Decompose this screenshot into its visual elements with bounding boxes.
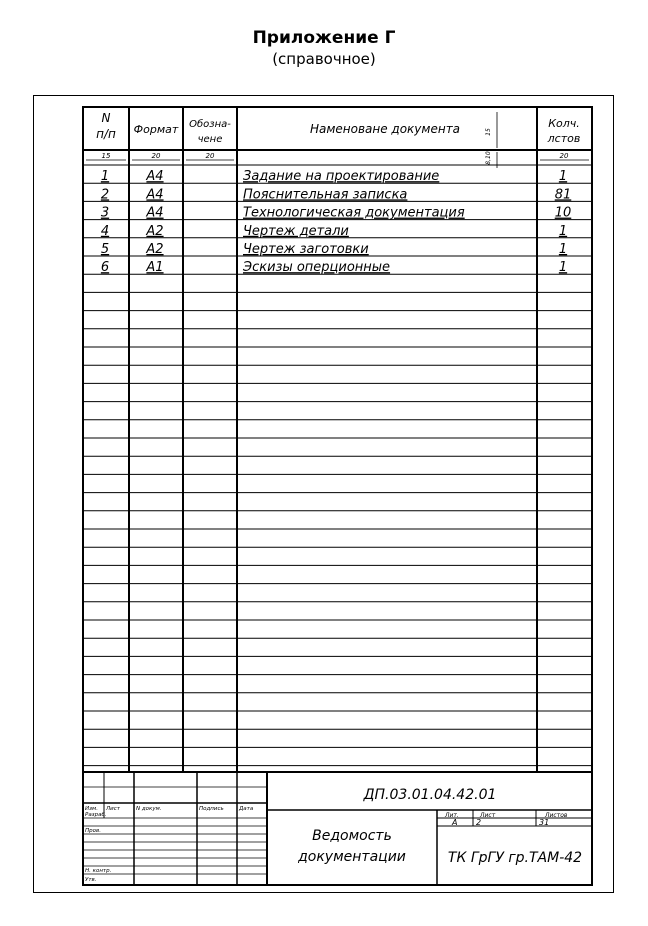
row-name: Чертеж детали — [243, 223, 349, 239]
stamp-col-podp: Подпись — [199, 806, 224, 812]
dim-designation: 20 — [205, 152, 215, 160]
row-format: А4 — [146, 187, 164, 203]
row-num: 5 — [100, 242, 110, 257]
row-format: А4 — [146, 169, 164, 185]
row-sheets: 1 — [558, 169, 568, 185]
dim-format: 20 — [151, 152, 161, 160]
doc-title-line1: Ведомость — [312, 828, 392, 844]
appendix-subtitle: (справочное) — [272, 50, 376, 68]
stamp-row-utv: Утв. — [85, 877, 97, 883]
row-format: А4 — [146, 205, 164, 221]
row-sheets: 1 — [558, 260, 568, 276]
stamp-col-data: Дата — [239, 806, 254, 812]
col-header-format: Формат — [133, 123, 179, 136]
col-header-sheets-2: лстов — [547, 132, 581, 145]
row-sheets: 10 — [554, 205, 572, 221]
col-header-name: Наменоване документа — [309, 122, 461, 136]
row-num: 6 — [100, 260, 110, 276]
table-body — [101, 169, 571, 275]
col-header-sheets-1: Колч. — [548, 117, 580, 130]
stamp-listov-value: 31 — [539, 818, 550, 827]
row-sheets: 1 — [558, 223, 568, 239]
col-header-num-2: п/п — [96, 127, 116, 141]
row-num: 4 — [100, 223, 110, 239]
doc-title-line2: документации — [298, 849, 406, 865]
dim-name-height: 15 — [485, 128, 492, 136]
appendix-title: Приложение Г — [252, 28, 396, 48]
stamp-col-ndok: N докум. — [136, 806, 162, 812]
row-name: Задание на проектирование — [243, 169, 440, 185]
row-sheets: 81 — [554, 187, 572, 203]
stamp-list-value: 2 — [476, 818, 482, 827]
dim-row-height: 8,10 — [485, 151, 492, 165]
row-name: Эскизы оперционные — [243, 260, 391, 276]
stamp-row-razrab: Разраб. — [85, 812, 107, 818]
col-header-num-1: N — [101, 111, 111, 125]
stamp-row-prov: Пров. — [85, 828, 101, 834]
stamp-lit-value: А — [452, 818, 458, 827]
row-format: А2 — [146, 223, 164, 239]
row-format: А2 — [146, 242, 164, 257]
row-name: Технологическая документация — [243, 205, 465, 221]
row-name: Пояснительная записка — [243, 187, 408, 203]
row-name: Чертеж заготовки — [243, 242, 369, 257]
col-header-designation-1: Обозна- — [189, 119, 231, 130]
stamp-lit-label: Лит. — [445, 812, 459, 819]
row-sheets: 1 — [558, 242, 568, 257]
organization: ТК ГрГУ гр.ТАМ-42 — [447, 850, 583, 866]
dim-num: 15 — [101, 152, 111, 160]
row-num: 2 — [100, 187, 110, 203]
dim-sheets: 20 — [559, 152, 569, 160]
col-header-designation-2: чене — [197, 134, 223, 145]
stamp-row-nkontr: Н. контр. — [85, 868, 112, 874]
row-format: А1 — [146, 260, 164, 276]
doc-code: ДП.03.01.04.42.01 — [363, 787, 497, 803]
stamp-listov-label: Листов — [545, 812, 568, 819]
row-num: 3 — [100, 205, 110, 221]
stamp-col-list: Лист — [106, 806, 120, 812]
stamp-col-izm: Изм. — [85, 806, 98, 812]
row-num: 1 — [100, 169, 110, 185]
stamp-list-label: Лист — [480, 812, 496, 819]
